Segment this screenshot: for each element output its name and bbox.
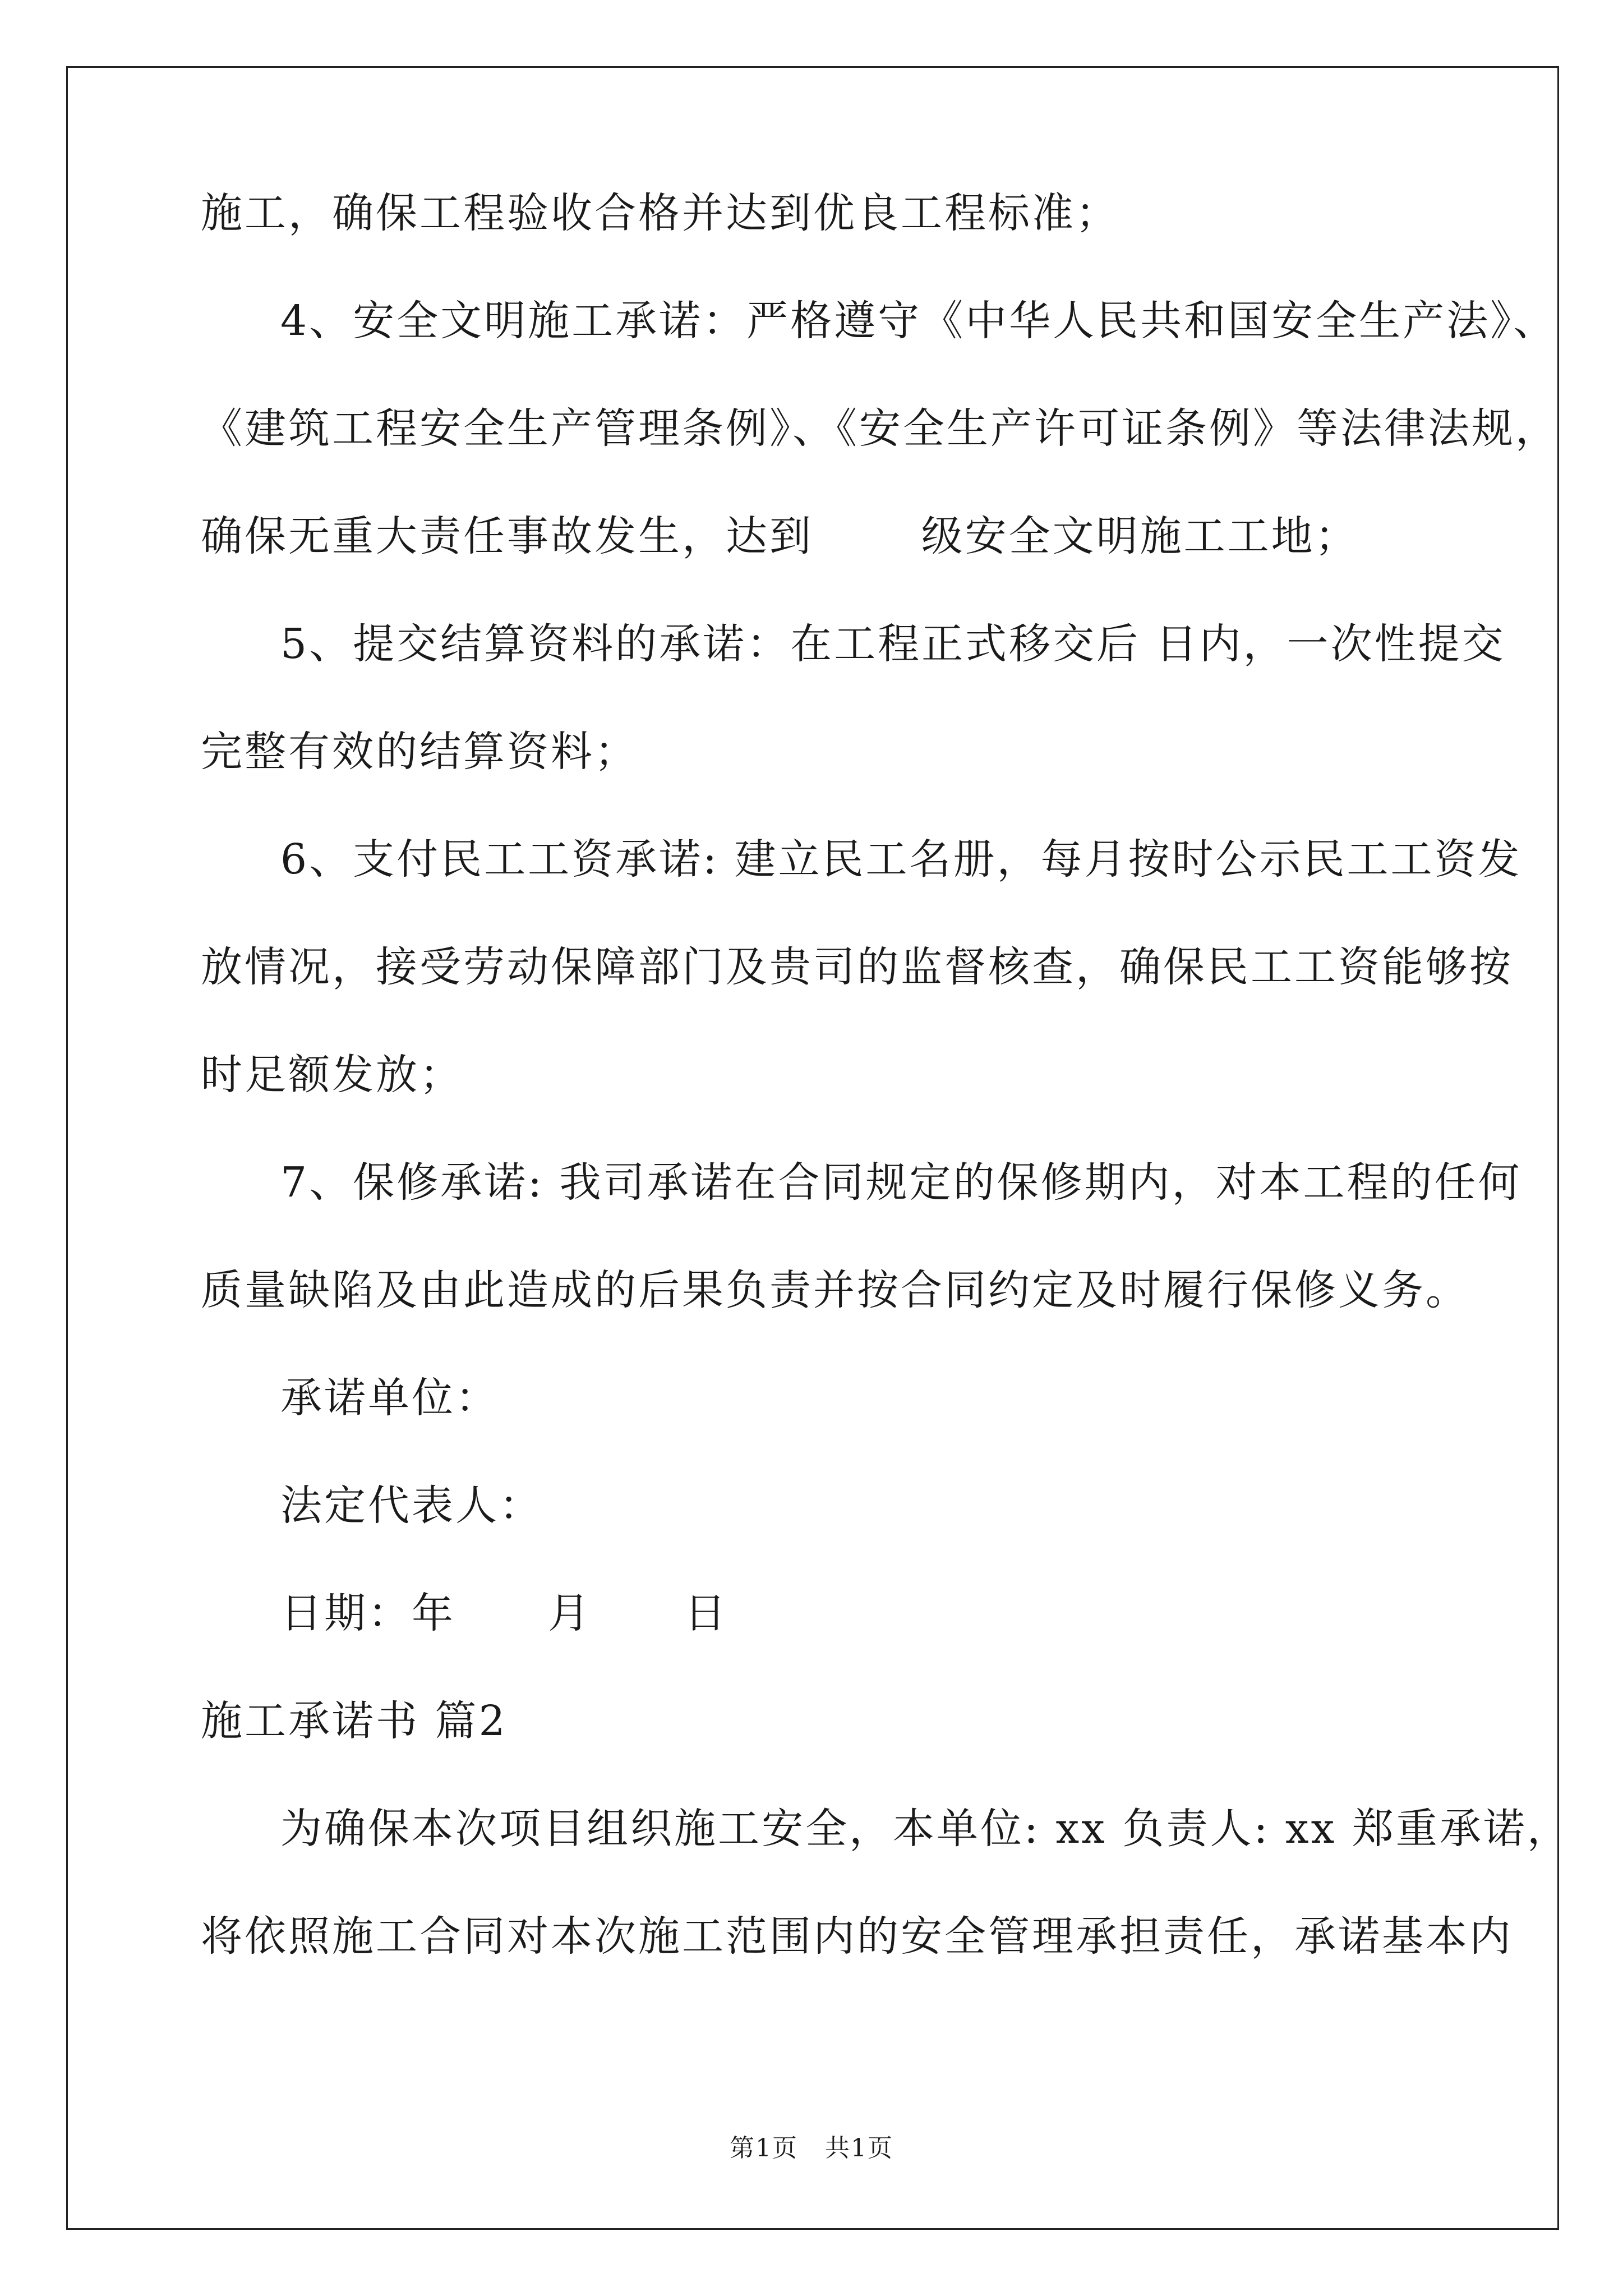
- text-line-2: 4、安全文明施工承诺：严格遵守《中华人民共和国安全生产法》、: [280, 297, 1557, 345]
- text-line-6: 完整有效的结算资料；: [201, 728, 638, 776]
- signatory-unit-label: 承诺单位：: [280, 1374, 499, 1422]
- legal-representative-label: 法定代表人：: [280, 1481, 543, 1530]
- text-line-11: 质量缺陷及由此造成的后果负责并按合同约定及时履行保修义务。: [201, 1266, 1469, 1314]
- text-line-9: 时足额发放；: [201, 1051, 463, 1099]
- page-footer: 第1页 共1页: [730, 2134, 893, 2162]
- text-line-7: 6、支付民工工资承诺: 建立民工名册，每月按时公示民工工资发: [280, 835, 1522, 884]
- text-line-16: 为确保本次项目组织施工安全，本单位: xx 负责人: xx 郑重承诺，: [280, 1805, 1571, 1853]
- page-border: [66, 66, 1559, 2230]
- text-line-17: 将依照施工合同对本次施工范围内的安全管理承担责任，承诺基本内: [201, 1912, 1513, 1961]
- text-line-10: 7、保修承诺: 我司承诺在合同规定的保修期内，对本工程的任何: [280, 1158, 1522, 1207]
- text-line-4: 确保无重大责任事故发生，达到 级安全文明施工工地；: [201, 512, 1359, 560]
- text-line-5: 5、提交结算资料的承诺：在工程正式移交后 日内，一次性提交: [280, 620, 1506, 668]
- text-line-1: 施工，确保工程验收合格并达到优良工程标准；: [201, 189, 1119, 237]
- text-line-3: 《建筑工程安全生产管理条例》、《安全生产许可证条例》等法律法规，: [201, 404, 1559, 453]
- section-heading: 施工承诺书 篇2: [201, 1697, 508, 1745]
- date-line: 日期：年 月 日: [280, 1589, 728, 1637]
- text-line-8: 放情况，接受劳动保障部门及贵司的监督核查，确保民工工资能够按: [201, 943, 1513, 991]
